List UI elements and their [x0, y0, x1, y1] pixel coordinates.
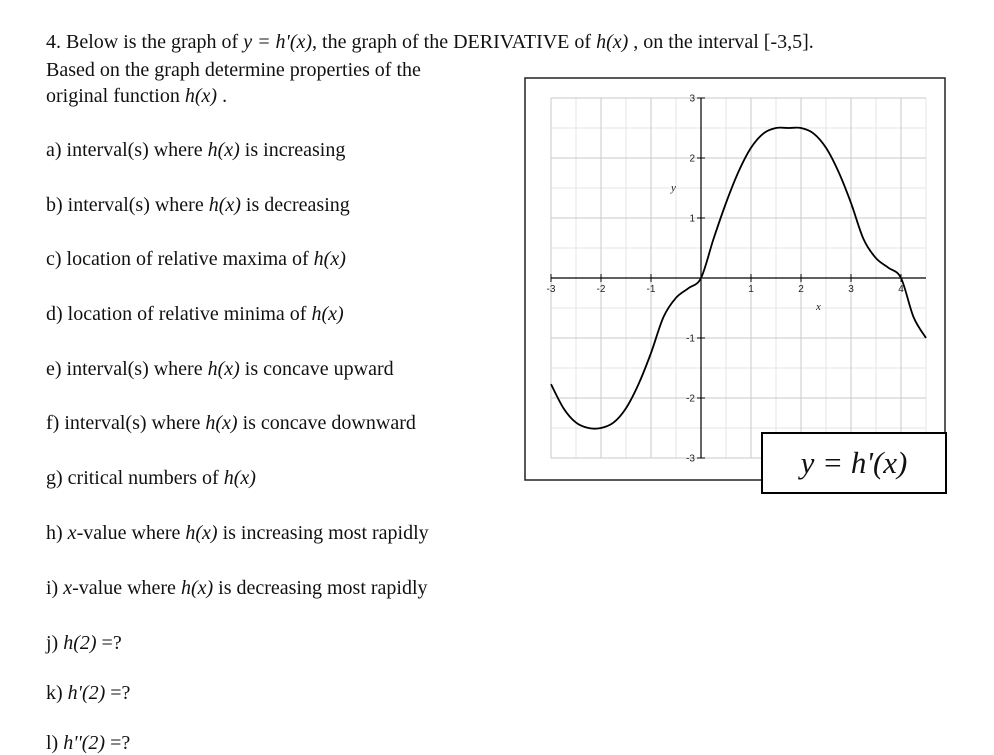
y-tick-label: 2	[689, 153, 695, 165]
y-tick-label: 3	[689, 93, 695, 105]
question-j: j) h(2) =?	[46, 632, 122, 654]
problem-line-2: Based on the graph determine properties of the	[46, 59, 421, 81]
graph-frame	[525, 78, 945, 480]
question-i: i) x-value where h(x) is decreasing most rapidly	[46, 577, 428, 599]
y-tick-label: -3	[686, 453, 695, 465]
y-tick-label: 1	[689, 213, 695, 225]
question-d: d) location of relative minima of h(x)	[46, 303, 344, 325]
x-axis-label: x	[816, 301, 821, 313]
problem-line-3: original function h(x) .	[46, 85, 228, 107]
derivative-graph	[524, 77, 946, 481]
x-tick-label: 4	[898, 284, 904, 295]
question-e: e) interval(s) where h(x) is concave upward	[46, 358, 394, 380]
y-axis-label: y	[671, 182, 676, 194]
y-tick-label: -2	[686, 393, 695, 405]
question-k: k) h'(2) =?	[46, 682, 131, 704]
x-tick-label: -2	[596, 284, 606, 295]
graph-caption: y = h'(x)	[761, 432, 947, 494]
x-tick-label: 3	[848, 284, 854, 295]
y-tick-label: -1	[686, 333, 695, 345]
x-tick-label: -1	[646, 284, 656, 295]
question-c: c) location of relative maxima of h(x)	[46, 248, 346, 270]
question-l: l) h''(2) =?	[46, 732, 131, 754]
question-h: h) x-value where h(x) is increasing most rapidly	[46, 522, 429, 544]
question-f: f) interval(s) where h(x) is concave downward	[46, 412, 416, 434]
question-a: a) interval(s) where h(x) is increasing	[46, 139, 346, 161]
x-tick-label: 1	[748, 284, 754, 295]
problem-line-1: 4. Below is the graph of y = h'(x), the graph of the DERIVATIVE of h(x) , on the interval [-3,5].	[46, 31, 814, 53]
x-tick-label: -3	[546, 284, 556, 295]
x-tick-label: 2	[798, 284, 804, 295]
question-g: g) critical numbers of h(x)	[46, 467, 256, 489]
question-b: b) interval(s) where h(x) is decreasing	[46, 194, 350, 216]
